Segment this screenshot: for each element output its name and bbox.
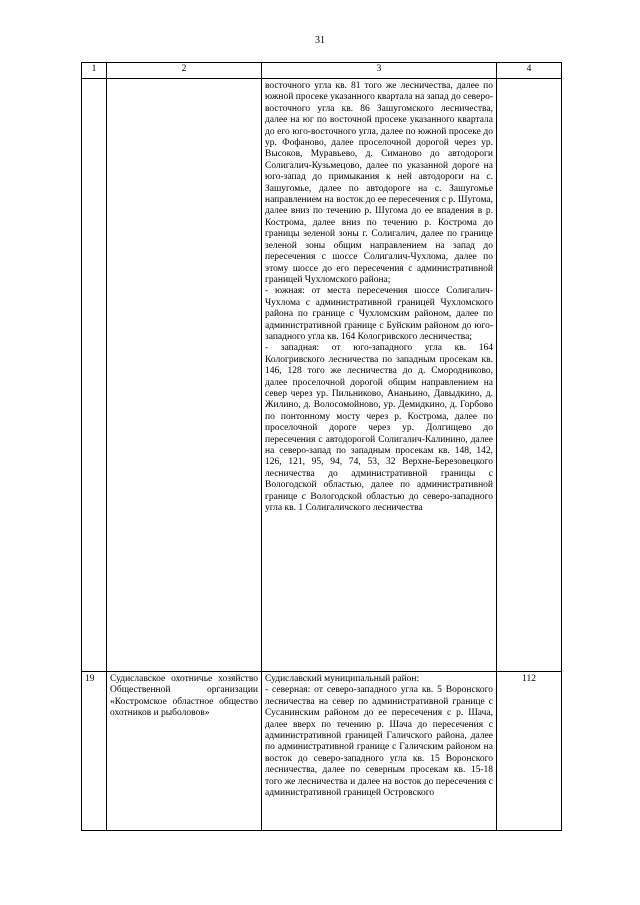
description-paragraph: - западная: от юго-западного угла кв. 164 Кологривского лесничества по западным просекам кв. 146, 128 того же лесничества до д. Смородниково, далее проселочной дорогой общим направлением на север через ур. Пильниково, Ананьино, Давыдкино, д. Жилино, д. Волосомойново, ур. Демидкино, д. Горбово по понтонному мосту через р. Кострома, далее по проселочной дороге через ур. Долгищево до пересечения с автодорогой Солигалич-Калинино, далее на северо-запад по западным просекам кв. 148, 142, 126, 121, 95, 94, 74, 53, 32 Верхне-Березовецкого лесничества до административной границы с Вологодской областью, далее по административной границе с Вологодской областью до северо-западного угла кв. 1 Солигаличского лесничества	[265, 343, 493, 514]
description-paragraph: - южная: от места пересечения шоссе Солигалич-Чухлома с административной границей Чухломского района по границе с Чухломским районом, далее по административной границе с Буйским районом до юго-западного угла кв. 164 Кологривского лесничества;	[265, 286, 493, 342]
header-col-4: 4	[497, 63, 562, 79]
row-number-cell: 19	[82, 672, 107, 831]
row-number-cell	[82, 79, 107, 672]
header-col-1: 1	[82, 63, 107, 79]
hunting-ground-name-cell	[107, 79, 262, 672]
description-paragraph: - северная: от северо-западного угла кв. 5 Воронского лесничества на север по административной границе с Сусанинским районом до ее пересечения с р. Шача, далее вверх по течению р. Шача до пересечения с административной границей Галичского района, далее по административной границе с Галичским районом на восток до северо-западного угла кв. 15 Воронского лесничества, далее по северным просекам кв. 15-18 того же лесничества и далее на восток до пересечения с административной границей Островского	[265, 685, 493, 799]
area-cell: 112	[497, 672, 562, 831]
boundary-description-cell	[262, 79, 497, 672]
table-row	[82, 79, 562, 672]
boundary-description-text	[265, 674, 493, 799]
area-cell	[497, 79, 562, 672]
description-paragraph: восточного угла кв. 81 того же лесничества, далее по южной просеке указанного квартала на запад до северо-восточного угла кв. 86 Зашугомского лесничества, далее на юг по восточной просеке указанного квартала до его юго-восточного угла, далее по южной просеке до ур. Фофаново, далее проселочной дорогой через ур. Высоков, Муравьево, д. Симаново до автодороги Солигалич-Кузьмецово, далее по указанной дороге на юго-запад до примыкания к ней автодороги на с. Зашугомье, далее по автодороге на с. Зашугомье направлением на восток до ее пересечения с р. Шугома, далее вниз по течению р. Шугома до ее впадения в р. Кострома, далее вниз по течению р. Кострома до границы зеленой зоны г. Солигалич, далее по границе зеленой зоны общим направлением на запад до пересечения с шоссе Солигалич-Чухлома, далее по этому шоссе до его пересечения с административной границей Чухломского района;	[265, 81, 493, 285]
header-col-2: 2	[107, 63, 262, 79]
boundary-description-text	[265, 81, 493, 514]
header-col-3: 3	[262, 63, 497, 79]
page-number: 31	[315, 35, 325, 46]
table-row	[82, 672, 562, 831]
boundary-description-cell	[262, 672, 497, 831]
hunting-ground-name-cell: Судиславское охотничье хозяйство Общественной организации «Костромское областное общество охотников и рыболовов»	[107, 672, 262, 831]
description-paragraph: Судиславский муниципальный район:	[265, 674, 420, 684]
table-header-row	[82, 63, 562, 79]
territory-table	[81, 62, 562, 831]
